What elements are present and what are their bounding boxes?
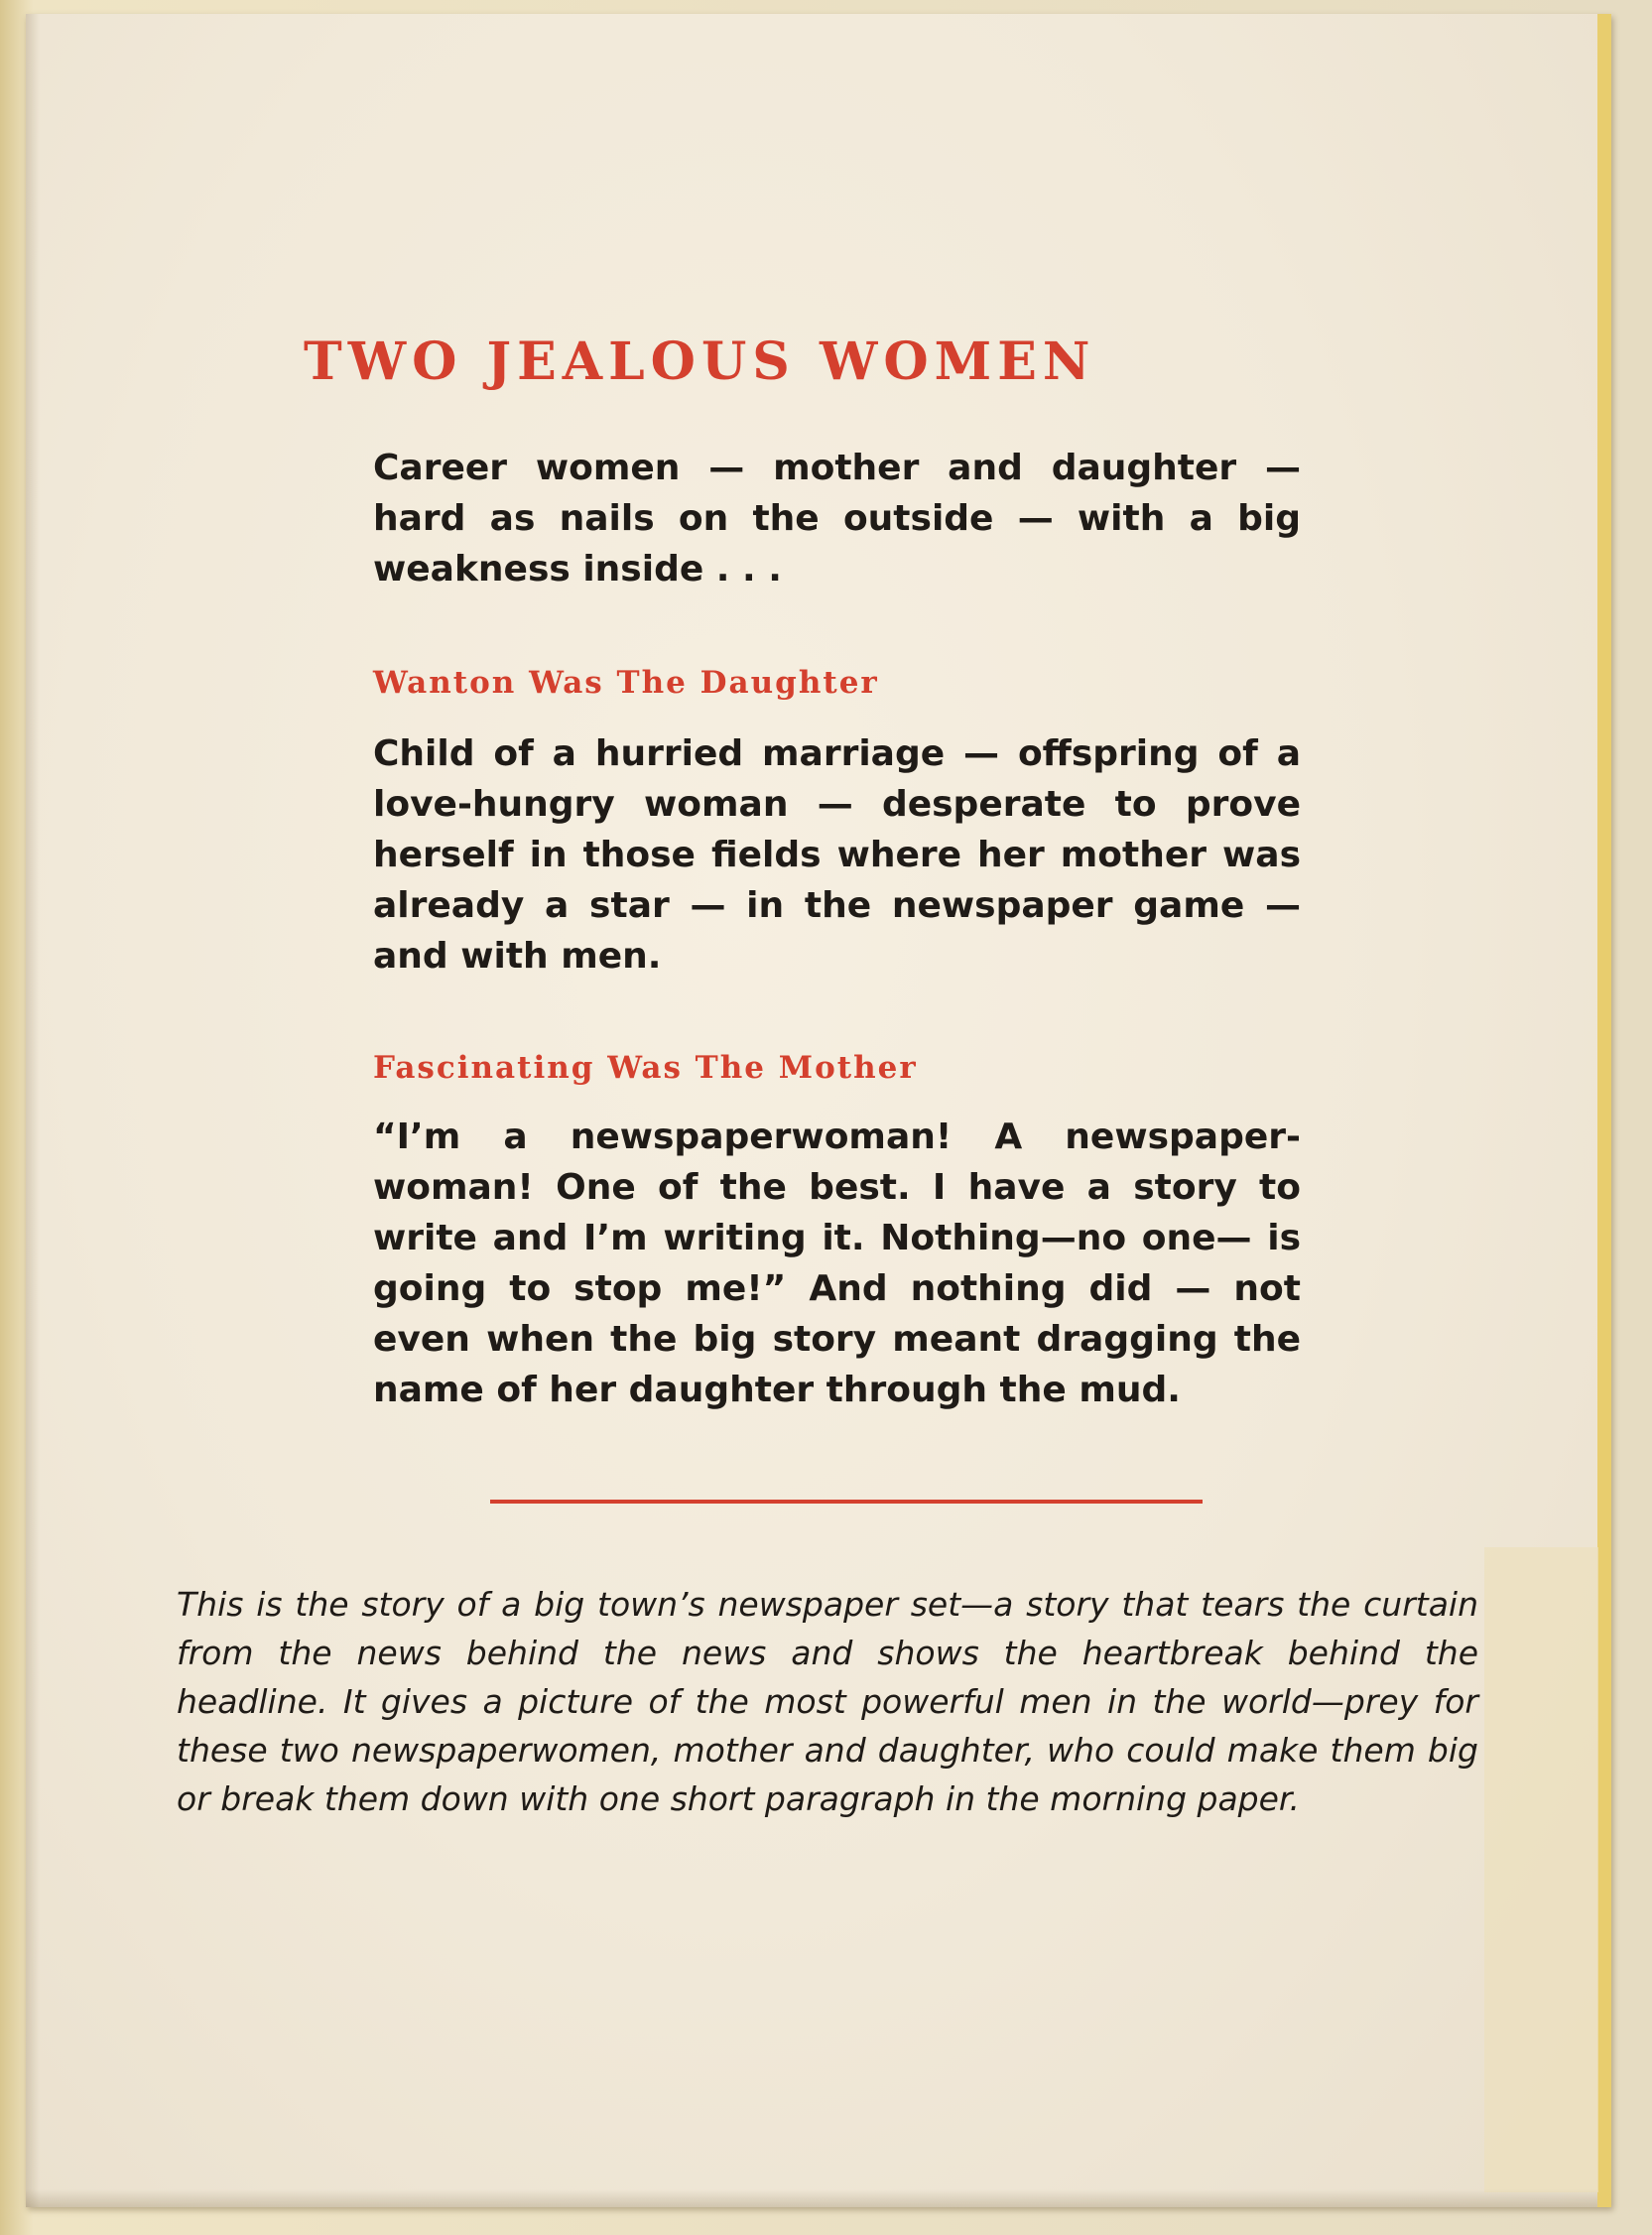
mother-heading: Fascinating Was The Mother (373, 1050, 918, 1086)
daughter-heading: Wanton Was The Daughter (373, 665, 879, 701)
mother-blurb: “I’m a newspaperwoman! A newspaperwoman! One of the best. I have a story to write and I’m writing it. Nothing—no one— is going to stop me!” And nothing did — not even when the big story meant dragging the name of her daughter through the mud. (373, 1117, 1301, 1410)
section-divider (490, 1500, 1203, 1504)
story-summary: This is the story of a big town’s newspaper set—a story that tears the curtain from the news behind the news and shows the heartbreak behind the headline. It gives a picture of the most powerful men in the world—prey for these two newspaperwomen, mother and daughter, who could make them big or break them down with one short paragraph in the morning paper. (177, 1585, 1478, 1818)
intro-blurb: Career women — mother and daughter — hard as nails on the outside — with a big weakness inside . . . (373, 448, 1301, 590)
paper-stain (1484, 1547, 1598, 2192)
bottom-edge-wear (26, 2189, 1597, 2207)
cover-title: TWO JEALOUS WOMEN (304, 331, 1096, 392)
daughter-blurb: Child of a hurried marriage — offspring of a love-hungry woman — desperate to prove herself in those fields where her mother was already a star — in the newspaper game — and with men. (373, 733, 1301, 977)
spine-shadow (26, 14, 40, 2207)
book-back-cover (26, 14, 1611, 2207)
